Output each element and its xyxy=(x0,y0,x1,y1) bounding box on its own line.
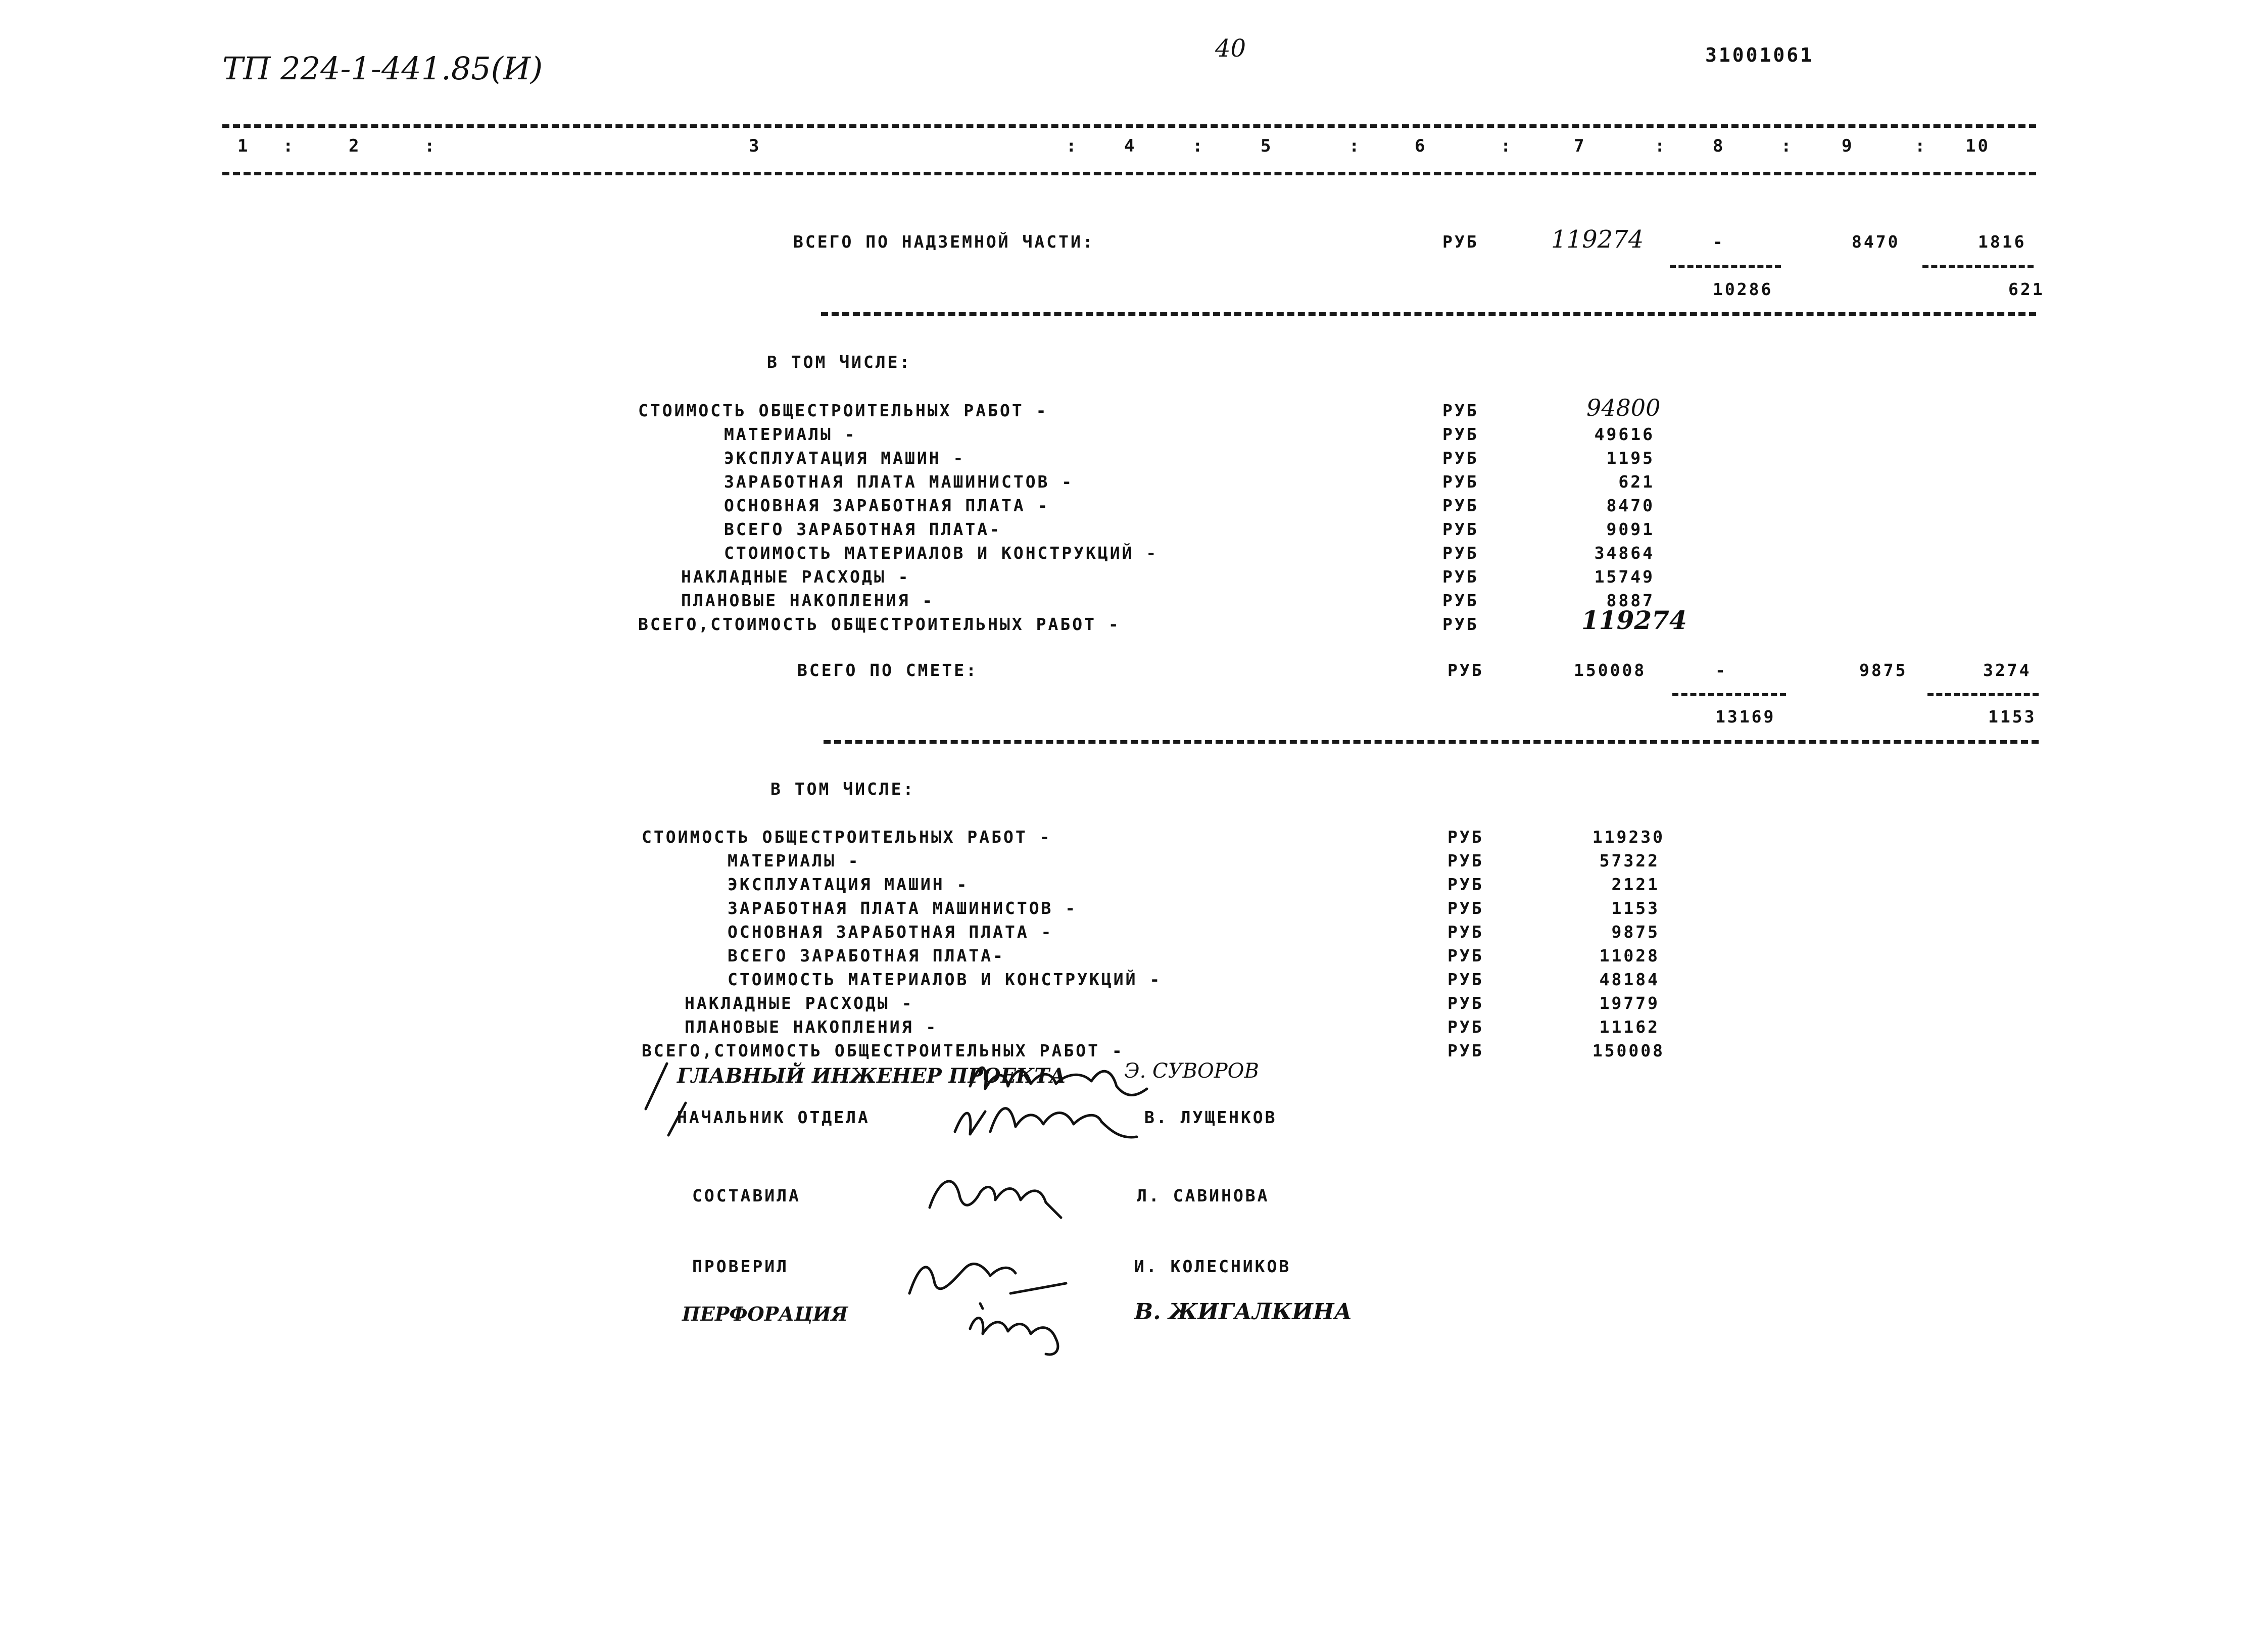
row-label: ВСЕГО ЗАРАБОТНАЯ ПЛАТА- xyxy=(728,946,1005,966)
section1-col10-bottom: 621 xyxy=(2008,279,2045,299)
row-unit: РУБ xyxy=(1442,543,1479,563)
document-id: 31001061 xyxy=(1705,44,1814,66)
column-separator: : xyxy=(1501,136,1513,156)
row-unit: РУБ xyxy=(1447,993,1484,1013)
row-label: ОСНОВНАЯ ЗАРАБОТНАЯ ПЛАТА - xyxy=(724,496,1050,515)
compiled-role: СОСТАВИЛА xyxy=(692,1186,801,1205)
section1-total-unit: РУБ xyxy=(1442,232,1479,252)
row-label: ЗАРАБОТНАЯ ПЛАТА МАШИНИСТОВ - xyxy=(724,472,1074,492)
column-separator: : xyxy=(283,136,296,156)
section2-col10-bottom: 1153 xyxy=(1988,707,2037,727)
row-unit: РУБ xyxy=(1447,875,1484,894)
column-number: 10 xyxy=(1965,136,1990,156)
header-top-rule xyxy=(222,124,2036,128)
column-separator: : xyxy=(1655,136,1667,156)
row-value: 49616 xyxy=(1594,424,1655,444)
row-label: ЗАРАБОТНАЯ ПЛАТА МАШИНИСТОВ - xyxy=(728,898,1078,918)
column-number: 9 xyxy=(1842,136,1854,156)
row-label: ПЛАНОВЫЕ НАКОПЛЕНИЯ - xyxy=(685,1017,938,1037)
head-dept-role: НАЧАЛЬНИК ОТДЕЛА xyxy=(677,1107,870,1127)
row-label: ОСНОВНАЯ ЗАРАБОТНАЯ ПЛАТА - xyxy=(728,922,1053,942)
column-separator: : xyxy=(1192,136,1205,156)
compiled-signature xyxy=(920,1157,1071,1228)
row-label: МАТЕРИАЛЫ - xyxy=(724,424,857,444)
row-value: 11028 xyxy=(1599,946,1660,966)
row-label: ПЛАНОВЫЕ НАКОПЛЕНИЯ - xyxy=(681,591,935,610)
section2-col8-rule xyxy=(1672,693,1786,696)
row-value: 9875 xyxy=(1611,922,1660,942)
row-value: 8887 xyxy=(1606,591,1655,610)
row-value: 1153 xyxy=(1611,898,1660,918)
row-unit: РУБ xyxy=(1442,591,1479,610)
section2-col9: 9875 xyxy=(1859,660,1908,680)
row-unit: РУБ xyxy=(1447,898,1484,918)
row-unit: РУБ xyxy=(1442,448,1479,468)
row-unit: РУБ xyxy=(1442,496,1479,515)
column-separator: : xyxy=(424,136,437,156)
row-value: 19779 xyxy=(1599,993,1660,1013)
row-label: НАКЛАДНЫЕ РАСХОДЫ - xyxy=(681,567,910,587)
row-label: ВСЕГО,СТОИМОСТЬ ОБЩЕСТРОИТЕЛЬНЫХ РАБОТ - xyxy=(638,614,1121,634)
column-number: 7 xyxy=(1574,136,1586,156)
row-label: СТОИМОСТЬ МАТЕРИАЛОВ И КОНСТРУКЦИЙ - xyxy=(724,543,1159,563)
column-separator: : xyxy=(1915,136,1927,156)
row-label: МАТЕРИАЛЫ - xyxy=(728,851,860,871)
section1-total-label: ВСЕГО ПО НАДЗЕМНОЙ ЧАСТИ: xyxy=(793,232,1095,252)
row-value: 1195 xyxy=(1606,448,1655,468)
section2-total-value: 150008 xyxy=(1574,660,1647,680)
compiled-name: Л. САВИНОВА xyxy=(1137,1186,1270,1205)
section2-including-heading: В ТОМ ЧИСЛЕ: xyxy=(770,779,915,799)
section2-col10-top: 3274 xyxy=(1983,660,2032,680)
column-number: 2 xyxy=(349,136,361,156)
page-number: 40 xyxy=(1215,34,1246,63)
section2-rule xyxy=(824,740,2039,744)
row-value: 34864 xyxy=(1594,543,1655,563)
row-label: СТОИМОСТЬ ОБЩЕСТРОИТЕЛЬНЫХ РАБОТ - xyxy=(642,827,1052,847)
row-unit: РУБ xyxy=(1442,614,1479,634)
row-unit: РУБ xyxy=(1442,519,1479,539)
chief-engineer-name: Э. СУВОРОВ xyxy=(1124,1059,1259,1083)
row-label: НАКЛАДНЫЕ РАСХОДЫ - xyxy=(685,993,914,1013)
section2-total-unit: РУБ xyxy=(1447,660,1484,680)
perforation-name: В. ЖИГАЛКИНА xyxy=(1134,1299,1353,1325)
checked-name: И. КОЛЕСНИКОВ xyxy=(1134,1257,1291,1276)
row-unit: РУБ xyxy=(1442,472,1479,492)
row-value: 119274 xyxy=(1581,605,1687,635)
section1-total-value: 119274 xyxy=(1551,225,1644,254)
row-unit: РУБ xyxy=(1447,970,1484,989)
column-separator: : xyxy=(1781,136,1794,156)
section1-col8-bottom: 10286 xyxy=(1713,279,1773,299)
row-unit: РУБ xyxy=(1442,424,1479,444)
row-value: 119230 xyxy=(1592,827,1665,847)
row-value: 15749 xyxy=(1594,567,1655,587)
section1-rule xyxy=(821,312,2036,316)
row-value: 150008 xyxy=(1592,1041,1665,1060)
column-number: 3 xyxy=(749,136,761,156)
column-separator: : xyxy=(1349,136,1362,156)
column-separator: : xyxy=(1066,136,1079,156)
row-unit: РУБ xyxy=(1447,1041,1484,1060)
head-dept-signature xyxy=(945,1091,1157,1152)
row-unit: РУБ xyxy=(1442,401,1479,420)
perforation-signature xyxy=(960,1298,1081,1364)
section2-total-label: ВСЕГО ПО СМЕТЕ: xyxy=(797,660,979,680)
section1-col8-rule xyxy=(1670,265,1781,268)
row-label: ВСЕГО,СТОИМОСТЬ ОБЩЕСТРОИТЕЛЬНЫХ РАБОТ - xyxy=(642,1041,1124,1060)
section1-col8-top: - xyxy=(1713,232,1725,252)
column-number: 8 xyxy=(1713,136,1725,156)
head-dept-name: В. ЛУЩЕНКОВ xyxy=(1144,1107,1277,1127)
row-value: 57322 xyxy=(1599,851,1660,871)
row-label: ЭКСПЛУАТАЦИЯ МАШИН - xyxy=(724,448,966,468)
row-value: 621 xyxy=(1618,472,1655,492)
section2-col8-bottom: 13169 xyxy=(1715,707,1776,727)
section2-col8-top: - xyxy=(1715,660,1727,680)
column-number: 6 xyxy=(1415,136,1427,156)
row-value: 11162 xyxy=(1599,1017,1660,1037)
row-label: ЭКСПЛУАТАЦИЯ МАШИН - xyxy=(728,875,969,894)
row-unit: РУБ xyxy=(1442,567,1479,587)
section2-col10-rule xyxy=(1927,693,2039,696)
checked-role: ПРОВЕРИЛ xyxy=(692,1257,789,1276)
row-value: 2121 xyxy=(1611,875,1660,894)
row-unit: РУБ xyxy=(1447,851,1484,871)
row-value: 48184 xyxy=(1599,970,1660,989)
row-label: ВСЕГО ЗАРАБОТНАЯ ПЛАТА- xyxy=(724,519,1001,539)
row-value: 8470 xyxy=(1606,496,1655,515)
perforation-role: ПЕРФОРАЦИЯ xyxy=(682,1302,848,1325)
row-value: 94800 xyxy=(1586,394,1661,421)
section1-col9: 8470 xyxy=(1852,232,1900,252)
header-bottom-rule xyxy=(222,172,2036,175)
section1-col10-top: 1816 xyxy=(1978,232,2026,252)
row-unit: РУБ xyxy=(1447,922,1484,942)
column-number: 1 xyxy=(237,136,250,156)
chief-engineer-role: ГЛАВНЫЙ ИНЖЕНЕР ПРОЕКТА xyxy=(677,1064,1066,1088)
row-label: СТОИМОСТЬ ОБЩЕСТРОИТЕЛЬНЫХ РАБОТ - xyxy=(638,401,1048,420)
section1-including-heading: В ТОМ ЧИСЛЕ: xyxy=(767,352,912,372)
document-code: ТП 224-1-441.85(И) xyxy=(222,50,543,87)
row-value: 9091 xyxy=(1606,519,1655,539)
column-number: 5 xyxy=(1261,136,1273,156)
row-unit: РУБ xyxy=(1447,827,1484,847)
section1-col10-rule xyxy=(1922,265,2034,268)
row-label: СТОИМОСТЬ МАТЕРИАЛОВ И КОНСТРУКЦИЙ - xyxy=(728,970,1162,989)
column-number: 4 xyxy=(1124,136,1137,156)
row-unit: РУБ xyxy=(1447,1017,1484,1037)
row-unit: РУБ xyxy=(1447,946,1484,966)
